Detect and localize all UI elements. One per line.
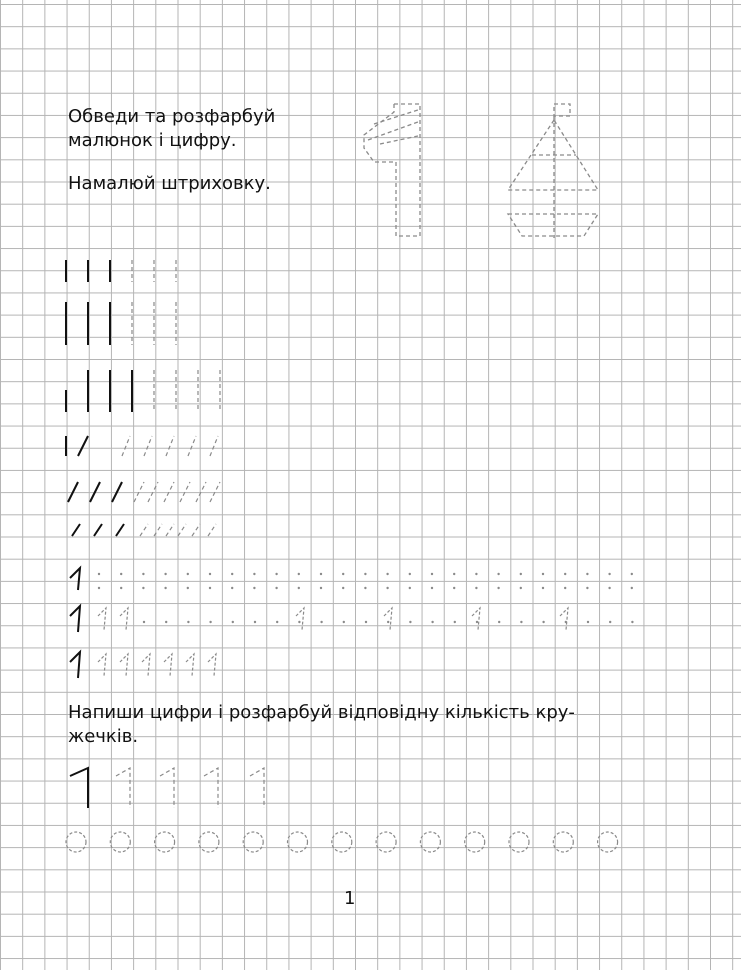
- guide-dot: [386, 587, 388, 589]
- guide-dot: [609, 621, 611, 623]
- page-number: 1: [344, 888, 356, 909]
- dashed-digit-one: [120, 608, 128, 630]
- task1-instruction-line1: Обведи та розфарбуй: [68, 106, 276, 127]
- circle-to-color: [376, 832, 396, 852]
- guide-dot: [475, 573, 477, 575]
- guide-dot: [409, 587, 411, 589]
- task2-instruction-line1: Напиши цифри і розфарбуй відповідну кількість кру-: [68, 702, 575, 723]
- guide-dot: [476, 621, 478, 623]
- guide-dot: [364, 587, 366, 589]
- task1-instruction-line2: малюнок і цифру.: [68, 130, 237, 151]
- guide-dot: [475, 587, 477, 589]
- dashed-digit-one: [560, 608, 568, 630]
- guide-dot: [497, 573, 499, 575]
- guide-dot: [631, 621, 633, 623]
- guide-dot: [409, 621, 411, 623]
- guide-dot: [431, 621, 433, 623]
- guide-dot: [187, 573, 189, 575]
- slanted-strokes-row-3: [72, 524, 216, 536]
- guide-dot: [520, 573, 522, 575]
- guide-dot: [143, 621, 145, 623]
- dashed-digit-one: [98, 608, 106, 630]
- circle-to-color: [66, 832, 86, 852]
- guide-dot: [209, 587, 211, 589]
- guide-dot: [231, 587, 233, 589]
- guide-dot: [498, 621, 500, 623]
- circle-to-color: [332, 832, 352, 852]
- guide-dot: [608, 587, 610, 589]
- guide-dot: [320, 587, 322, 589]
- guide-dot: [164, 573, 166, 575]
- guide-dot: [587, 621, 589, 623]
- guide-dot: [564, 573, 566, 575]
- guide-dot: [231, 573, 233, 575]
- guide-dot: [542, 587, 544, 589]
- guide-dot: [275, 573, 277, 575]
- circle-to-color: [465, 832, 485, 852]
- guide-dot: [276, 621, 278, 623]
- guide-dot: [631, 587, 633, 589]
- dashed-digit-one: [186, 654, 194, 676]
- circles-to-color: [66, 832, 618, 852]
- dashed-digit-one: [384, 608, 392, 630]
- circle-to-color: [509, 832, 529, 852]
- guide-dot: [542, 573, 544, 575]
- guide-dot: [187, 587, 189, 589]
- dashed-digit-one: [98, 654, 106, 676]
- guide-dot: [253, 573, 255, 575]
- digit-one-row-3: [70, 652, 216, 678]
- dashed-digit-one: [296, 608, 304, 630]
- guide-dot: [586, 573, 588, 575]
- guide-dot: [520, 587, 522, 589]
- circle-to-color: [155, 832, 175, 852]
- dashed-digit-one: [164, 654, 172, 676]
- guide-dot: [453, 587, 455, 589]
- task2-instruction-line2: жечків.: [68, 726, 139, 747]
- circle-to-color: [243, 832, 263, 852]
- guide-dot: [120, 573, 122, 575]
- guide-dot: [409, 573, 411, 575]
- guide-dot: [298, 573, 300, 575]
- guide-dot: [120, 587, 122, 589]
- guide-dot: [275, 587, 277, 589]
- guide-dot: [342, 573, 344, 575]
- guide-dot: [431, 587, 433, 589]
- guide-dot: [298, 587, 300, 589]
- circle-to-color: [288, 832, 308, 852]
- dashed-digit-one: [472, 608, 480, 630]
- guide-dot: [564, 587, 566, 589]
- guide-dot: [254, 621, 256, 623]
- guide-dot: [187, 621, 189, 623]
- guide-dot: [608, 573, 610, 575]
- guide-dot: [98, 573, 100, 575]
- guide-dot: [565, 621, 567, 623]
- guide-dot: [142, 587, 144, 589]
- slanted-strokes-row-1: [66, 436, 218, 456]
- guide-dot: [342, 587, 344, 589]
- guide-dot: [631, 573, 633, 575]
- guide-dot: [165, 621, 167, 623]
- guide-dot: [387, 621, 389, 623]
- circle-to-color: [553, 832, 573, 852]
- guide-dot: [164, 587, 166, 589]
- traceable-digit-one: [364, 104, 420, 236]
- vertical-strokes-row-3: [66, 370, 220, 412]
- guide-dot: [142, 573, 144, 575]
- guide-dot: [209, 621, 211, 623]
- guide-dot: [386, 573, 388, 575]
- task1-instruction-line3: Намалюй штриховку.: [68, 173, 271, 194]
- guide-dot: [98, 587, 100, 589]
- vertical-strokes-row-2: [66, 302, 176, 345]
- guide-dot: [320, 573, 322, 575]
- guide-dot: [298, 621, 300, 623]
- guide-dot: [343, 621, 345, 623]
- guide-dot: [320, 621, 322, 623]
- dashed-digit-one: [120, 654, 128, 676]
- circle-to-color: [598, 832, 618, 852]
- vertical-strokes-row-1: [66, 260, 176, 282]
- guide-dot: [232, 621, 234, 623]
- guide-dot: [542, 621, 544, 623]
- circle-to-color: [110, 832, 130, 852]
- guide-dot: [520, 621, 522, 623]
- guide-dot: [209, 573, 211, 575]
- digit-one-row-1: [70, 568, 633, 590]
- guide-dot: [365, 621, 367, 623]
- guide-dot: [364, 573, 366, 575]
- digit-one-row-2: [70, 606, 634, 632]
- traceable-sailboat: [508, 104, 598, 238]
- slanted-strokes-row-2: [68, 482, 220, 502]
- guide-dot: [431, 573, 433, 575]
- guide-dot: [454, 621, 456, 623]
- dashed-digit-one: [208, 654, 216, 676]
- guide-dot: [453, 573, 455, 575]
- circle-to-color: [199, 832, 219, 852]
- guide-dot: [586, 587, 588, 589]
- guide-dot: [497, 587, 499, 589]
- guide-dot: [253, 587, 255, 589]
- circle-to-color: [420, 832, 440, 852]
- dashed-digit-one: [142, 654, 150, 676]
- large-digit-one-row: [70, 768, 264, 808]
